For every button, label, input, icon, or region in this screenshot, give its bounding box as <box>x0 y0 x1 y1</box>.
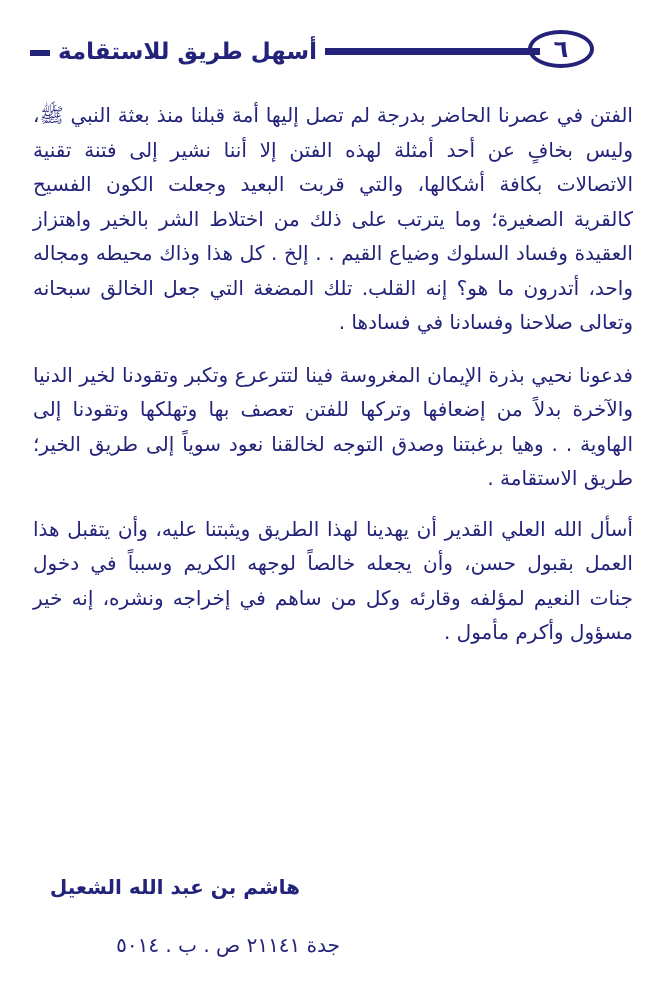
author-signature: هاشم بن عبد الله الشعيل <box>49 875 300 899</box>
header-rule-left <box>30 50 50 56</box>
running-title: أسهل طريق للاستقامة <box>57 39 317 65</box>
paragraph-3: أسأل الله العلي القدير أن يهدينا لهذا الطريق ويثبتنا عليه، وأن يتقبل هذا العمل بقبول حسن، وأن يجعله خالصاً لوجهه الكريم وسبباً في دخول جنات النعيم لمؤلفه وقارئه وكل من ساهم في إخراجه ونشره، إنه خير مسؤول وأكرم مأمول . <box>33 516 633 644</box>
author-address: جدة ٢١١٤١ ص . ب . ٥٠١٤ <box>116 933 340 957</box>
page-number: ٦ <box>528 30 594 68</box>
body-text <box>33 98 633 666</box>
header-rule-right <box>325 48 540 55</box>
paragraph-1: الفتن في عصرنا الحاضر بدرجة لم تصل إليها أمة قبلنا منذ بعثة النبي ﷺ، وليس بخافٍ عن أحد أمثلة لهذه الفتن إلا أننا نشير إلى فتنة تقنية الاتصالات بكافة أشكالها، والتي قربت البعيد وجعلت الكون الفسيح كالقرية الصغيرة؛ وما يترتب على ذلك من اختلاط الشر بالخير واهتزاز العقيدة وفساد السلوك وضياع القيم . . إلخ . كل هذا وذاك محيطه ومجاله واحد، أتدرون ما هو؟ إنه القلب. تلك المضغة التي جعل الخالق سبحانه وتعالى صلاحنا وفسادنا في فسادها . <box>33 103 633 334</box>
paragraph-2: فدعونا نحيي بذرة الإيمان المغروسة فينا لتترعرع وتكبر وتقودنا لخير الدنيا والآخرة بدلاً من إضعافها وتركها للفتن تعصف بها وتهلكها وتقودنا إلى الهاوية . . وهيا برغبتنا وصدق التوجه لخالقنا نعود سوياً إلى طريق الخير؛ طريق الاستقامة . <box>33 362 633 490</box>
page-header <box>30 30 635 74</box>
